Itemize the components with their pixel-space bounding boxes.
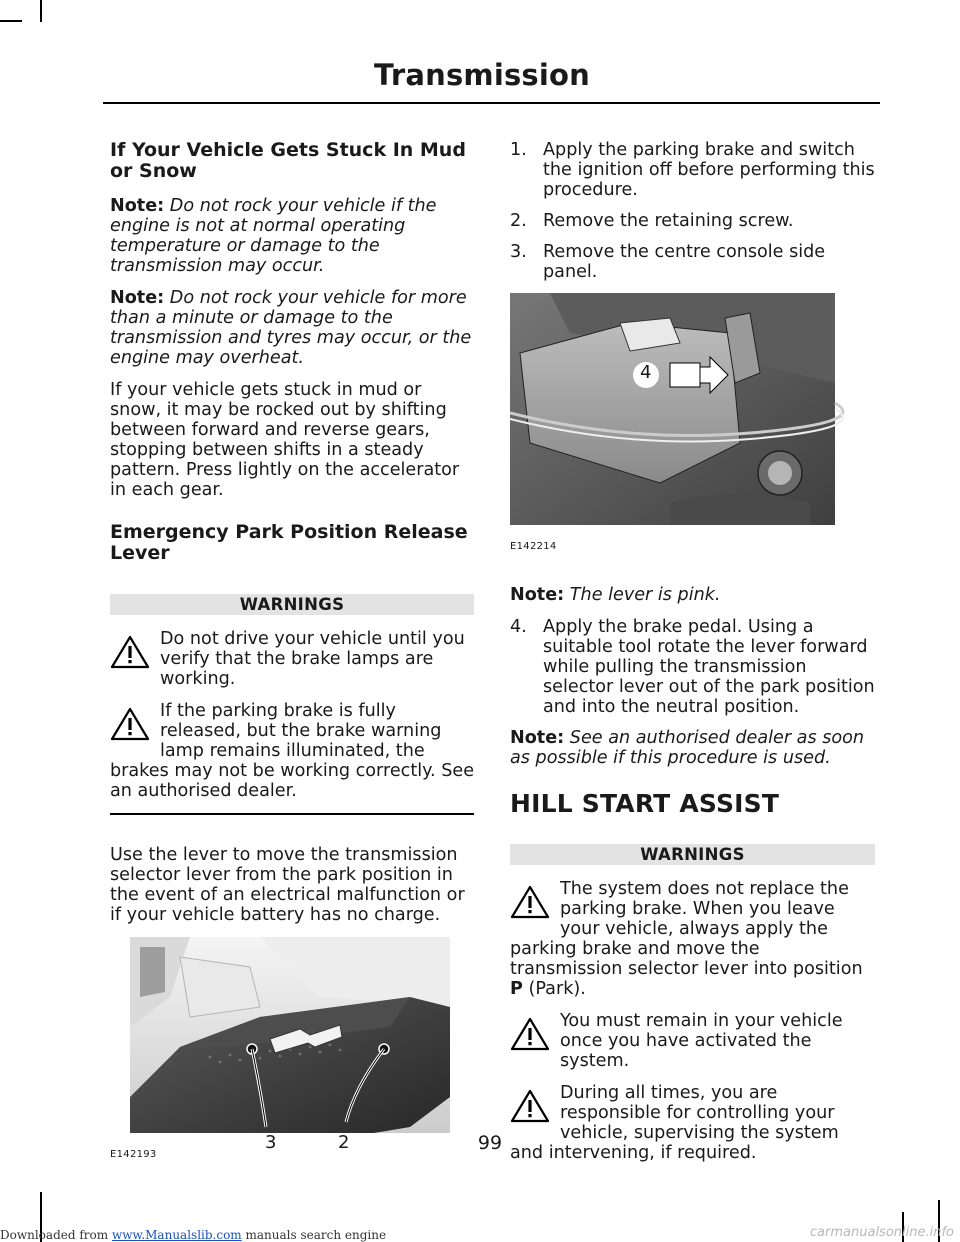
callout-label-3: 3 xyxy=(265,1132,277,1153)
warning-triangle-icon xyxy=(510,885,550,919)
callout-label-2: 2 xyxy=(338,1132,350,1153)
warning-triangle-icon xyxy=(510,1017,550,1051)
warnings-end-rule xyxy=(110,813,474,815)
step-2: 2. Remove the retaining screw. xyxy=(510,211,794,231)
figure-code: E142214 xyxy=(510,541,557,552)
header-rule xyxy=(103,102,880,104)
warnings-header: WARNINGS xyxy=(510,844,875,865)
footer-download-notice: Downloaded from www.Manualslib.com manuals search engine xyxy=(0,1228,387,1242)
warnings-header: WARNINGS xyxy=(110,594,474,615)
side-panel-illustration xyxy=(510,293,875,571)
warning-triangle-icon xyxy=(110,635,150,669)
figure-code: E142193 xyxy=(110,1149,157,1160)
section-title-emergency-park: Emergency Park Position Release Lever xyxy=(110,521,468,564)
note-rock-duration: Note: Do not rock your vehicle for more than a minute or damage to the transmission and tyres may occur, or the engine may overheat. xyxy=(110,288,472,368)
warning-remain-in-vehicle: You must remain in your vehicle once you have activated the system. xyxy=(510,1011,875,1071)
callout-label-4: 4 xyxy=(640,362,652,383)
watermark: carmanualsonline.info xyxy=(809,1225,954,1240)
warning-triangle-icon xyxy=(510,1089,550,1123)
section-title-hill-start-assist: HILL START ASSIST xyxy=(510,789,780,818)
right-column xyxy=(510,140,875,1175)
warning-parking-brake: If the parking brake is fully released, but the brake warning lamp remains illuminated, the brakes may not be working correctly. See an authorised dealer. xyxy=(110,701,475,801)
warning-driver-responsible: During all times, you are responsible for controlling your vehicle, supervising the system and intervening, if required. xyxy=(510,1083,839,1163)
paragraph-lever-usage: Use the lever to move the transmission selector lever from the park position in the event of an electrical malfunction or if your vehicle battery has no charge. xyxy=(110,845,465,925)
crop-mark xyxy=(0,20,22,22)
section-title-stuck: If Your Vehicle Gets Stuck In Mud or Snow xyxy=(110,139,466,182)
figure-side-panel xyxy=(510,293,875,571)
note-authorised-dealer: Note: See an authorised dealer as soon as possible if this procedure is used. xyxy=(510,728,865,768)
procedure-steps-continued xyxy=(510,617,875,717)
warning-parking-brake-replace: The system does not replace the parking brake. When you leave your vehicle, always apply the parking brake and move the transmission selector lever into position P (Park). xyxy=(510,879,863,999)
step-3: 3. Remove the centre console side panel. xyxy=(510,242,826,282)
paragraph-rocking: If your vehicle gets stuck in mud or snow, it may be rocked out by shifting between forward and reverse gears, stopping between shifts in a steady pattern. Press lightly on the accelerator in each gear. xyxy=(110,380,460,500)
step-4: 4. Apply the brake pedal. Using a suitable tool rotate the lever forward while pulling the transmission selector lever out of the park position and into the neutral position. xyxy=(510,617,875,717)
warning-triangle-icon xyxy=(110,707,150,741)
left-column xyxy=(110,140,474,1181)
note-lever-pink: Note: The lever is pink. xyxy=(510,585,721,605)
step-1: 1. Apply the parking brake and switch the ignition off before performing this procedure. xyxy=(510,140,875,200)
manualslib-link[interactable]: www.Manualslib.com xyxy=(111,1228,242,1242)
crop-mark xyxy=(40,0,42,22)
page-header-title: Transmission xyxy=(374,58,590,92)
page-number: 99 xyxy=(477,1132,503,1154)
note-engine-temperature: Note: Do not rock your vehicle if the engine is not at normal operating temperature or damage to the transmission may occur. xyxy=(110,196,437,276)
warning-brake-lamps: Do not drive your vehicle until you verify that the brake lamps are working. xyxy=(110,629,474,689)
procedure-steps xyxy=(510,140,875,282)
